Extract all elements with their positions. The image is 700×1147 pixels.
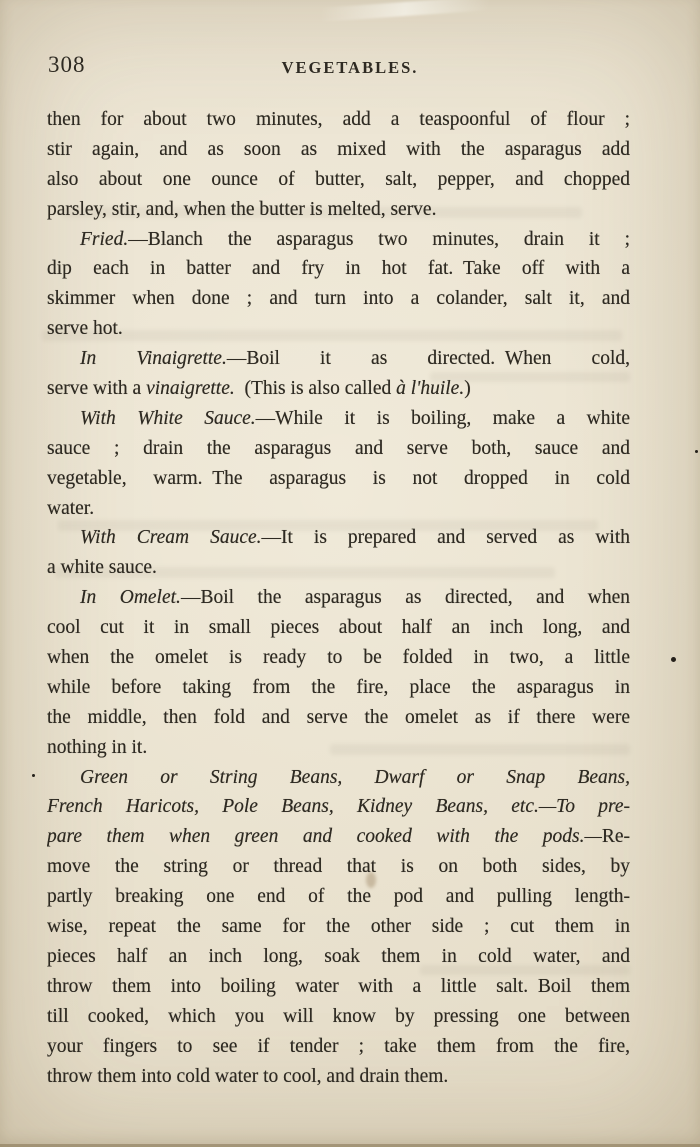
italic-text-run: Green or String Beans, Dwarf or Snap Beans, bbox=[80, 766, 630, 788]
italic-text-run: vinaigrette. bbox=[146, 378, 235, 400]
text-line bbox=[47, 763, 630, 793]
text-line bbox=[47, 523, 630, 553]
text-run: nothing in it. bbox=[47, 736, 148, 758]
running-head: VEGETABLES. bbox=[281, 58, 419, 77]
text-block bbox=[47, 105, 630, 1091]
text-line bbox=[47, 404, 630, 434]
text-line bbox=[47, 733, 630, 763]
text-line bbox=[47, 822, 630, 852]
ink-speck bbox=[695, 450, 698, 453]
text-run: serve hot. bbox=[47, 318, 123, 340]
page-number: 308 bbox=[48, 52, 86, 77]
italic-text-run: With Cream Sauce. bbox=[80, 527, 262, 549]
text-line bbox=[47, 374, 630, 404]
text-line bbox=[47, 135, 630, 165]
text-run: —Boil the asparagus as directed, and when bbox=[180, 587, 630, 609]
text-run: vegetable, warm. The asparagus is not dropped in cold bbox=[47, 467, 630, 489]
text-line bbox=[47, 882, 630, 912]
text-line bbox=[47, 314, 630, 344]
text-run: water. bbox=[47, 497, 95, 519]
text-line bbox=[47, 1032, 630, 1062]
text-run: then for about two minutes, add a teaspoonful of flour ; bbox=[47, 109, 630, 130]
text-line bbox=[47, 553, 630, 583]
text-run: a white sauce. bbox=[47, 557, 157, 579]
text-line bbox=[47, 165, 630, 195]
italic-text-run: Fried. bbox=[80, 228, 129, 250]
text-run: throw them into cold water to cool, and drain them. bbox=[47, 1065, 449, 1087]
text-run: throw them into boiling water with a little salt. Boil them bbox=[47, 975, 630, 997]
text-line bbox=[47, 673, 630, 703]
text-line bbox=[47, 434, 630, 464]
text-line bbox=[47, 464, 630, 494]
text-run: (This is also called bbox=[234, 378, 397, 400]
italic-text-run: French Haricots, Pole Beans, Kidney Beans, etc.—To pre- bbox=[47, 796, 630, 818]
italic-text-run: In Vinaigrette. bbox=[80, 348, 227, 370]
text-run: partly breaking one end of the pod and pulling length- bbox=[47, 886, 630, 908]
text-run: ) bbox=[464, 378, 471, 400]
text-run: move the string or thread that is on both sides, by bbox=[47, 856, 630, 878]
text-run: pieces half an inch long, soak them in cold water, and bbox=[47, 945, 630, 967]
italic-text-run: With White Sauce. bbox=[80, 407, 256, 429]
text-run: —It is prepared and served as with bbox=[261, 527, 630, 549]
text-run: wise, repeat the same for the other side ; cut them in bbox=[47, 916, 630, 938]
text-line bbox=[47, 105, 630, 135]
text-line bbox=[47, 254, 630, 284]
ink-speck bbox=[671, 657, 676, 662]
text-run: while before taking from the fire, place the asparagus in bbox=[47, 676, 630, 698]
text-line bbox=[47, 225, 630, 255]
text-run: Re- bbox=[601, 826, 630, 848]
text-line bbox=[47, 852, 630, 882]
text-run: when the omelet is ready to be folded in two, a little bbox=[47, 647, 630, 669]
text-run: —Boil it as directed. When cold, bbox=[226, 348, 630, 370]
text-run: cool cut it in small pieces about half an inch long, and bbox=[47, 617, 630, 639]
ink-speck bbox=[32, 774, 35, 777]
text-line bbox=[47, 284, 630, 314]
text-run: serve with a bbox=[47, 378, 147, 400]
text-run: your fingers to see if tender ; take them from the fire, bbox=[47, 1035, 630, 1057]
text-line bbox=[47, 494, 630, 524]
text-line bbox=[47, 583, 630, 613]
text-line bbox=[47, 942, 630, 972]
italic-text-run: pare them when green and cooked with the pods.— bbox=[47, 826, 602, 848]
text-line bbox=[47, 1002, 630, 1032]
text-line bbox=[47, 972, 630, 1002]
text-line bbox=[47, 613, 630, 643]
text-run: also about one ounce of butter, salt, pepper, and chopped bbox=[47, 168, 630, 190]
text-run: parsley, stir, and, when the butter is melted, serve. bbox=[47, 198, 437, 220]
text-line bbox=[47, 792, 630, 822]
italic-text-run: In Omelet. bbox=[80, 587, 181, 609]
text-run: the middle, then fold and serve the omelet as if there were bbox=[47, 706, 630, 728]
text-line bbox=[47, 195, 630, 225]
text-run: —Blanch the asparagus two minutes, drain it ; bbox=[128, 228, 630, 250]
text-run: —While it is boiling, make a white bbox=[255, 407, 630, 429]
text-run: stir again, and as soon as mixed with the asparagus add bbox=[47, 138, 630, 160]
text-run: sauce ; drain the asparagus and serve both, sauce and bbox=[47, 437, 630, 459]
text-line bbox=[47, 1062, 630, 1092]
text-line bbox=[47, 703, 630, 733]
text-line bbox=[47, 344, 630, 374]
text-run: skimmer when done ; and turn into a colander, salt it, and bbox=[47, 288, 630, 310]
paper-crease bbox=[300, 0, 510, 23]
text-line bbox=[47, 912, 630, 942]
italic-text-run: à l'huile. bbox=[396, 378, 465, 400]
text-run: till cooked, which you will know by pressing one between bbox=[47, 1005, 630, 1027]
text-run: dip each in batter and fry in hot fat. Take off with a bbox=[47, 258, 630, 280]
text-line bbox=[47, 643, 630, 673]
